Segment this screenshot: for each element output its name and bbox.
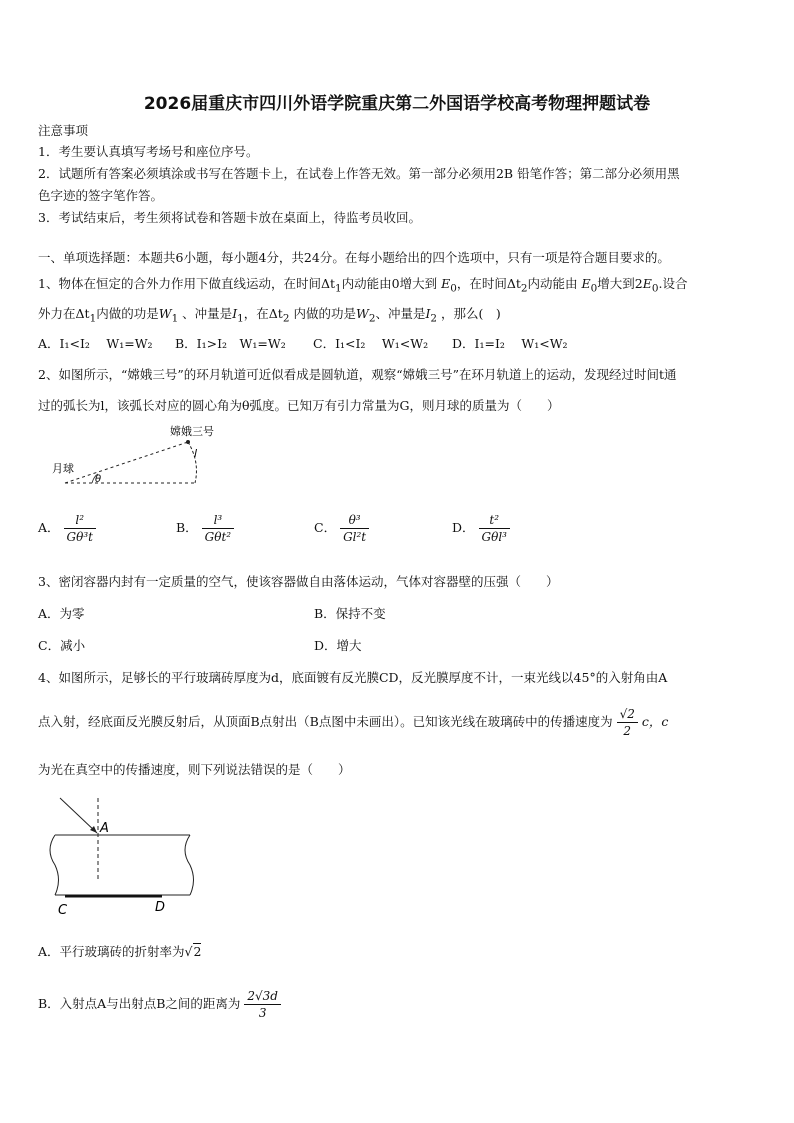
q1-option-b: B．I₁>I₂ W₁=W₂	[175, 336, 286, 351]
q4-line3: 为光在真空中的传播速度，则下列说法错误的是（ ）	[38, 762, 351, 777]
q2-option-a: A． $\frac{\text{l²}}{\text{Gθ³t}}$	[38, 512, 96, 545]
q2-orbit-figure	[40, 420, 240, 495]
q4-line1: 4、如图所示，足够长的平行玻璃砖厚度为d，底面镀有反光膜CD，反光膜厚度不计，一束光线以45°的入射角由A	[38, 670, 668, 685]
point-c-label: C	[58, 903, 68, 918]
q1-line1: 1、物体在恒定的合外力作用下做直线运动，在时间$\Delta t_1$内动能由0增大到 $E_0$，在时间$\Delta t_2$内动能由 $E_0$增大到$2E_0$.设合	[38, 276, 688, 295]
q3-option-b: B．保持不变	[314, 606, 386, 621]
q2-option-d: D． $\frac{\text{t²}}{\text{Gθl³}}$	[452, 512, 510, 545]
q2-option-b: B． $\frac{\text{l³}}{\text{Gθt²}}$	[176, 512, 234, 545]
q4-option-a: A．平行玻璃砖的折射率为√2	[38, 944, 202, 959]
q4-line2: 点入射，经底面反光膜反射后，从顶面B点射出（B点图中未画出）。已知该光线在玻璃砖中的传播速度为 $\frac{√2}{2}$ c，c	[38, 707, 669, 738]
angle-label: θ	[95, 474, 102, 485]
q2-line2: 过的弧长为l，该弧长对应的圆心角为θ弧度。已知万有引力常量为G，则月球的质量为（ ）	[38, 398, 560, 413]
q3-option-c: C．减小	[38, 638, 86, 653]
q2-line1: 2、如图所示，“嫦娥三号”的环月轨道可近似看成是圆轨道，观察“嫦娥三号”在环月轨道上的运动，发现经过时间t通	[38, 367, 677, 382]
q3-option-a: A．为零	[38, 606, 85, 621]
q1-option-d: D．I₁=I₂ W₁<W₂	[452, 336, 568, 351]
q1-option-a: A．I₁<I₂ W₁=W₂	[38, 336, 153, 351]
notice-heading: 注意事项	[38, 123, 89, 138]
q2-option-c: C． $\frac{\text{θ³}}{\text{Gl²t}}$	[314, 512, 369, 545]
notice-item: 色字迹的签字笔作答。	[38, 188, 164, 203]
notice-item: 3．考试结束后，考生须将试卷和答题卡放在桌面上，待监考员收回。	[38, 210, 421, 225]
q4-option-b: B．入射点A与出射点B之间的距离为 $\frac{2√3d}{3}$	[38, 988, 281, 1021]
notice-item: 2．试题所有答案必须填涂或书写在答题卡上，在试卷上作答无效。第一部分必须用2B 铅笔作答；第二部分必须用黑	[38, 166, 680, 181]
section-heading: 一、单项选择题：本题共6小题，每小题4分，共24分。在每小题给出的四个选项中，只有一项是符合题目要求的。	[38, 250, 670, 265]
point-a-label: A	[100, 821, 109, 836]
q3-option-d: D．增大	[314, 638, 362, 653]
satellite-label: 嫦娥三号	[170, 425, 214, 438]
page-title: 2026届重庆市四川外语学院重庆第二外国语学校高考物理押题试卷	[143, 94, 651, 114]
point-d-label: D	[155, 900, 166, 915]
q4-glass-figure	[40, 790, 240, 920]
q1-option-c: C．I₁<I₂ W₁<W₂	[313, 336, 429, 351]
q1-line2: 外力在$\Delta t_1$内做的功是$W_1$ 、冲量是$I_1$，在$\Delta t_2$ 内做的功是$W_2$、冲量是$I_2$ ，那么( )	[38, 306, 501, 325]
arc-label: l	[194, 447, 198, 460]
q3-line1: 3、密闭容器内封有一定质量的空气，使该容器做自由落体运动，气体对容器壁的压强（ ）	[38, 574, 559, 589]
moon-label: 月球	[52, 462, 74, 475]
notice-item: 1．考生要认真填写考场号和座位序号。	[38, 144, 259, 159]
